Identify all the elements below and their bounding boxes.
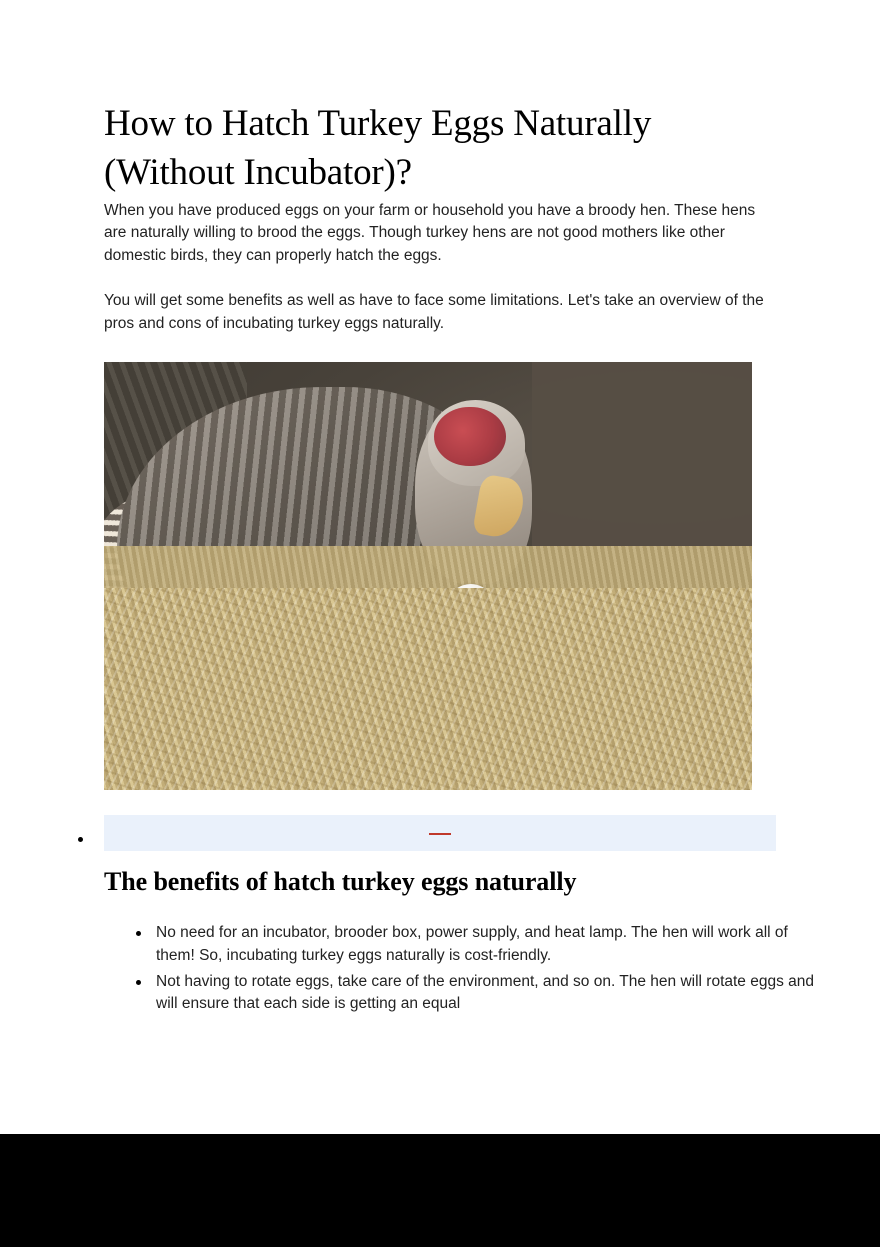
page-title-line-2: (Without Incubator)? [104,151,412,193]
page-title [104,100,776,198]
stray-bullet-marker [78,837,83,842]
intro-paragraph-1: When you have produced eggs on your farm or household you have a broody hen. These hens are naturally willing to brood the eggs. Though turkey hens are not good mothers like other domestic birds, they can properly hatch the eggs. [104,201,756,265]
intro-paragraph-2: You will get some benefits as well as have to face some limitations. Let's take an overview of the pros and cons of incubating turkey eggs naturally. [104,292,764,332]
list-item: Not having to rotate eggs, take care of the environment, and so on. The hen will rotate eggs and will ensure that each side is getting an equal [156,971,828,1017]
section-heading: The benefits of hatch turkey eggs naturally [104,867,577,896]
turkey-nest-photo [104,362,752,790]
ad-dash-icon [429,833,451,835]
footer-black-bar [0,1134,880,1247]
list-item: No need for an incubator, brooder box, power supply, and heat lamp. The hen will work all of them! So, incubating turkey eggs naturally is cost-friendly. [156,922,828,968]
article-content [104,100,776,790]
photo-background [104,362,752,790]
advertisement-placeholder[interactable] [104,815,776,851]
turkey-caruncle [434,407,505,467]
straw-nest [104,588,752,789]
page-title-line-1: How to Hatch Turkey Eggs Naturally [104,103,652,144]
benefits-list [104,922,828,1019]
